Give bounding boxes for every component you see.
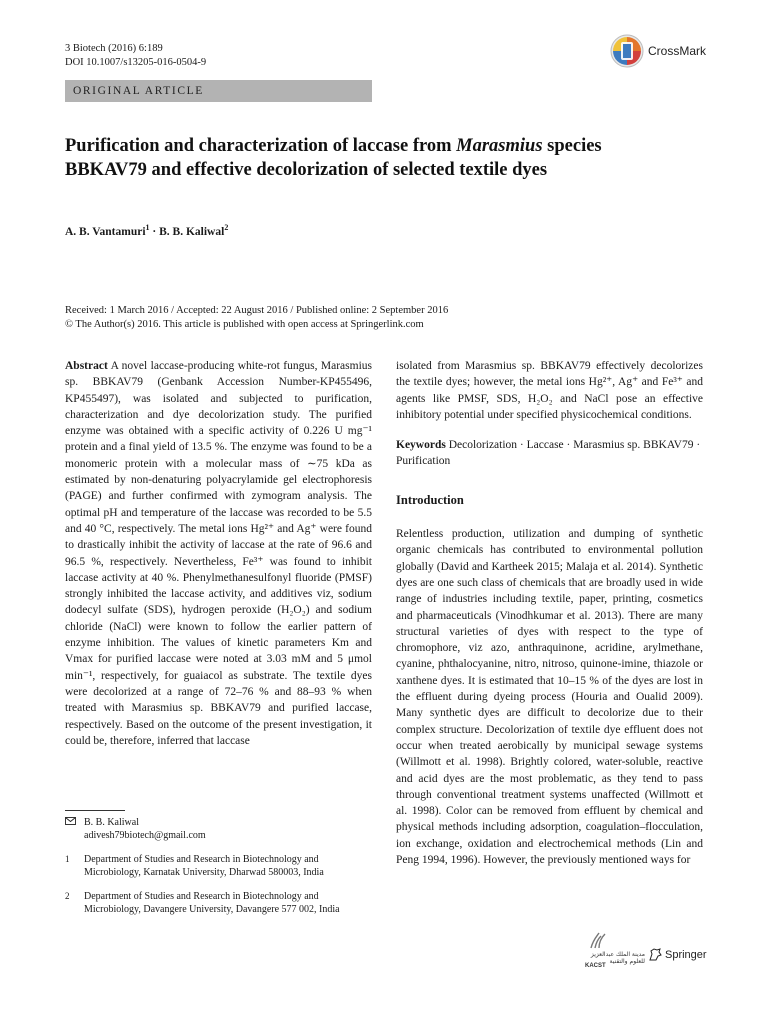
affiliation-1-text: Department of Studies and Research in Biotechnology and Microbiology, Karnatak University, Dharwad 580003, India [84,854,324,878]
springer-logo [648,948,707,961]
author-2-affiliation: 2 [224,223,229,232]
journal-citation: 3 Biotech (2016) 6:189 [65,43,163,54]
article-title [65,134,685,182]
article-type-band: ORIGINAL ARTICLE [65,80,372,102]
affiliation-2-text: Department of Studies and Research in Biotechnology and Microbiology, Davangere University, Davangere 577 002, India [84,891,340,915]
footnotes [65,816,372,927]
affiliation-1 [65,853,372,879]
doi: DOI 10.1007/s13205-016-0504-9 [65,57,207,68]
keywords-label: Keywords [396,439,446,452]
abstract-label: Abstract [65,360,108,372]
author-1-affiliation: 1 [145,223,150,232]
right-column [396,358,703,868]
abstract-text: A novel laccase-producing white-rot fungus, Marasmius sp. BBKAV79 (Genbank Accession Number-KP455496, KP455497), was isolated and subjected to purification, characterization and dye decolorization study. The purified enzyme was obtained with a specific activity of 0.226 U mg⁻¹ protein and a final yield of 13.5 %. The enzyme was found to be a monomeric protein with a molecular mass of ∼75 kDa as estimated by non-denaturing polyacrylamide gel electrophoresis (PAGE) and further confirmed with zymogram analysis. The optimal pH and temperature of the laccase was recorded to be 5.5 and 40 °C, respectively. The metal ions Hg²⁺ and Ag⁺ were found to drastically inhibit the activity of laccase at the rate of 96.6 and 96.5 %, respectively. Nevertheless, Fe³⁺ was found to inhibit laccase activity at 40 %. Phenylmethanesulfonyl fluoride (PMSF) strongly inhibited the laccase activity, and additives viz, sodium dodecyl sulfate (SDS), hydrogen peroxide (H₂O₂) and sodium chloride (NaCl) were known to follow the earlier pattern of enzyme inhibition. The values of kinetic parameters Km and Vmax for purified laccase were noted at 3.03 mM and 5 μmol min⁻¹, respectively, for guaiacol as substrate. The textile dyes were decolorized at a range of 72–76 % and 88–93 % when treated with Marasmius sp. BBKAV79 and purified laccase, respectively. Based on the outcome of the present investigation, it could be, therefore, inferred that laccase [65,360,372,747]
journal-meta [65,42,206,70]
author-2[interactable]: B. B. Kaliwal [159,225,225,238]
author-list [65,223,228,238]
publication-dates [65,304,705,332]
crossmark-badge[interactable] [610,34,720,68]
affiliation-1-mark: 1 [65,854,70,864]
kacst-label: KACST [585,963,606,969]
envelope-icon [65,816,84,842]
crossmark-icon [610,34,644,68]
corresponding-author [65,816,372,842]
introduction-heading: Introduction [396,492,464,507]
title-part-1: Purification and characterization of laccase from [65,136,457,156]
corresponding-author-email[interactable]: adivesh79biotech@gmail.com [84,830,206,841]
springer-label: Springer [665,948,707,961]
dates-line: Received: 1 March 2016 / Accepted: 22 August 2016 / Published online: 2 September 2016 [65,305,449,316]
kacst-arabic: مدينة الملك عبدالعزيز للعلوم والتقنية [590,951,645,965]
author-separator: · [149,225,160,238]
abstract-continued: isolated from Marasmius sp. BBKAV79 effectively decolorizes the textile dyes; however, the metal ions Hg²⁺, Ag⁺ and Fe³⁺ and agents like PMSF, SDS, H₂O₂ and NaCl pose an effective inhibitory potential under specified physicochemical conditions. [396,360,703,421]
crossmark-label: CrossMark [648,44,707,58]
kacst-logo [585,932,645,970]
introduction-text: Relentless production, utilization and dumping of synthetic organic chemicals has contributed to environmental pollution globally (David and Kartheek 2015; Malaja et al. 2014). Synthetic dyes are one such class of chemicals that are broadly used in wide range of industries including textile, paper, printing, cosmetics and pharmaceuticals (Vinodhkumar et al. 2013). There are many structural varieties of dyes with respect to the type of chromophore, viz azo, anthraquinone, acridine, arylmethane, cyanine, phthalocyanine, nitro, nitroso, quinone-imine, thiazole or xanthene dyes. It is estimated that 10–15 % of the dyes are lost in the effluent during dyeing process (Houria and Oualid 2009). Many synthetic dyes are difficult to decolorize due to their complex structure. Decolorization of textile dye effluent does not occur when treated aerobically by municipal sewage systems (Willmott et al. 1998). Brightly colored, water-soluble, reactive and acid dyes are the most problematic, as they tend to pass through conventional treatment systems unaffected (Willmott et al. 1998). Color can be removed from effluent by chemical and physical methods including adsorption, coagulation–flocculation, ion exchange, oxidation and electrochemical methods (Lin and Peng 1994, 1996). However, the previously mentioned ways for [396,528,703,867]
title-part-2: species BBKAV79 and effective decolorization of selected textile dyes [65,136,602,180]
abstract [65,358,372,749]
springer-horse-icon [648,948,662,961]
keywords-text: Decolorization · Laccase · Marasmius sp. BBKAV79 · Purification [396,439,701,468]
kacst-emblem-icon [587,932,609,950]
affiliation-2-mark: 2 [65,891,70,901]
author-1[interactable]: A. B. Vantamuri [65,225,146,238]
affiliation-2 [65,890,372,916]
corresponding-author-name: B. B. Kaliwal [84,817,139,828]
keywords [396,437,703,470]
copyright-line: © The Author(s) 2016. This article is published with open access at Springerlink.com [65,319,424,330]
footnote-divider [65,810,125,811]
title-genus: Marasmius [456,136,543,156]
